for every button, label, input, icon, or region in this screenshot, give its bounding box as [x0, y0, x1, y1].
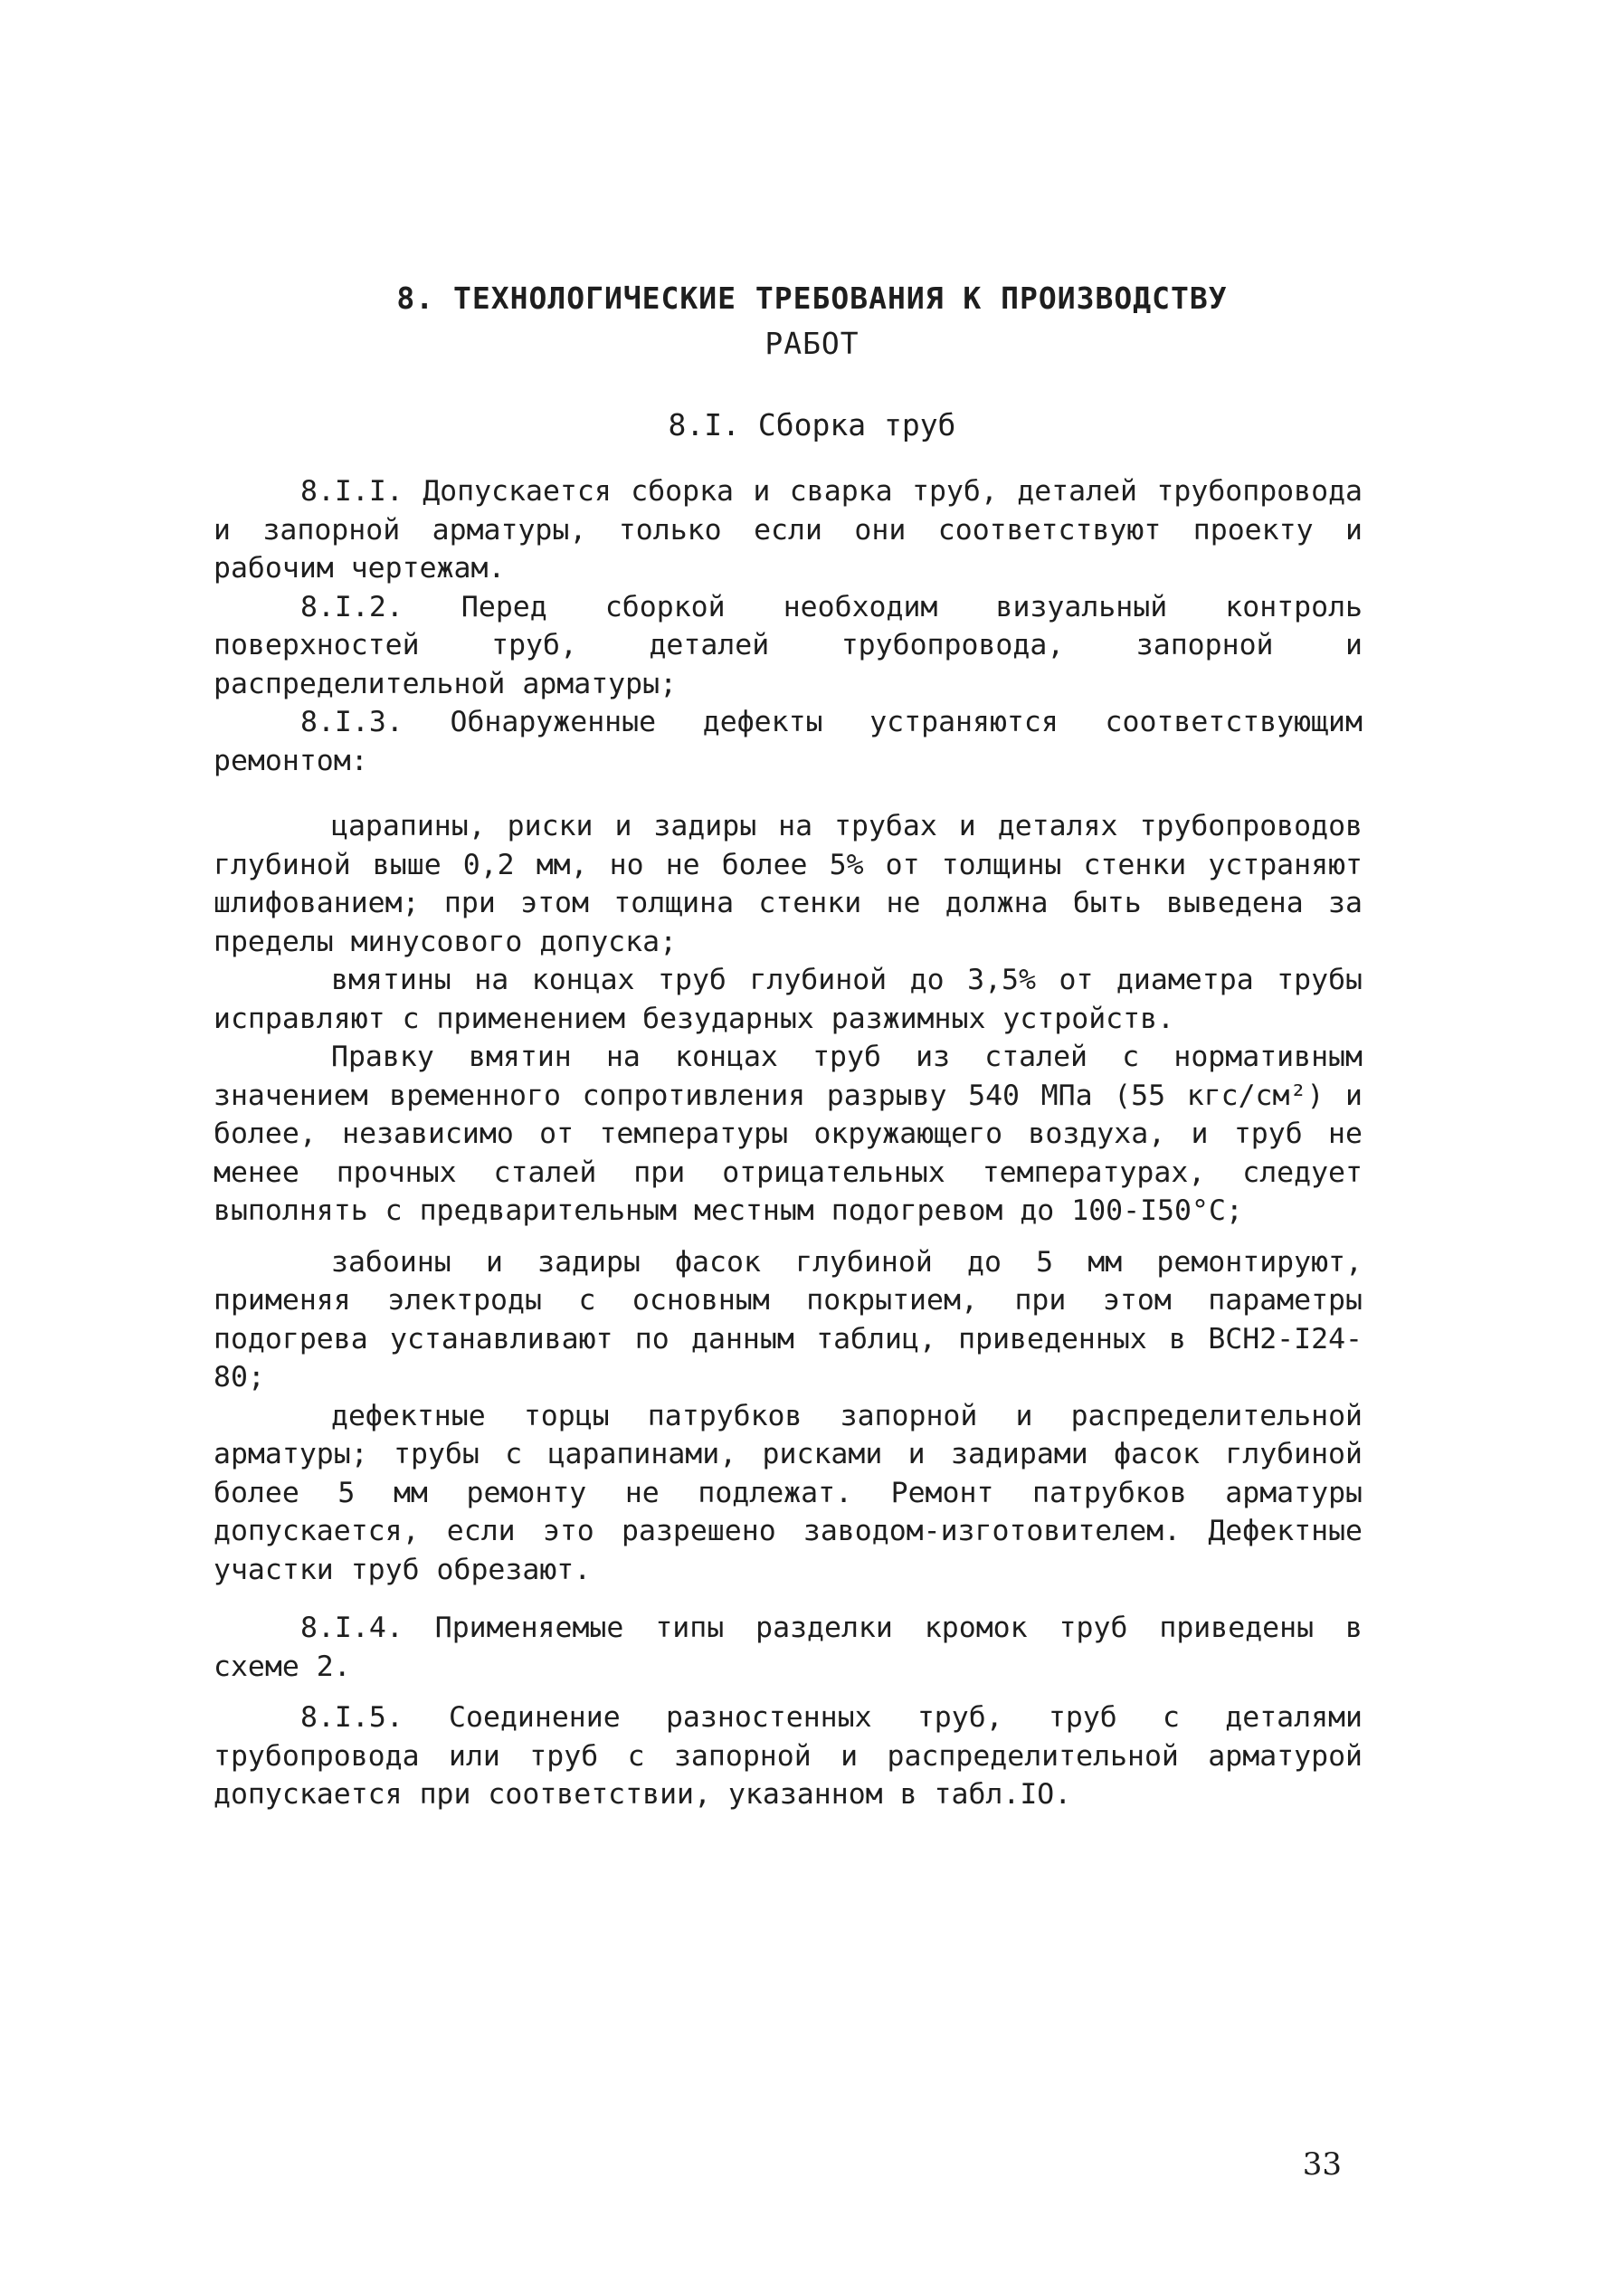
- defect-item-defective-ends: дефектные торцы патрубков запорной и распределительной арматуры; трубы с царапинами, рисками и задирами фасок глубиной более 5 мм ремонту не подлежат. Ремонт патрубков арматуры допускается, если это разрешено заводом-изготовителем. Дефектные участки труб обрезают.: [214, 1399, 1363, 1586]
- page-number: 33: [1302, 2146, 1342, 2183]
- defect-item-dents: вмятины на концах труб глубиной до 3,5% от диаметра трубы исправляют с применением безударных разжимных устройств.: [214, 964, 1363, 1035]
- section-title: 8.I. Сборка труб: [668, 407, 956, 442]
- paragraph-8-1-5: 8.I.5. Соединение разностенных труб, труб с деталями трубопровода или труб с запорной и распределительной арматурой допускается при соответствии, указанном в табл.IO.: [214, 1701, 1363, 1811]
- paragraph-8-1-4: 8.I.4. Применяемые типы разделки кромок труб приведены в схеме 2.: [214, 1612, 1363, 1683]
- paragraph-8-1-3: 8.I.3. Обнаруженные дефекты устраняются соответствующим ремонтом:: [214, 706, 1363, 777]
- defect-item-dent-straightening: Правку вмятин на концах труб из сталей с нормативным значением временного сопротивления разрыву 540 МПа (55 кгс/см²) и более, независимо от температуры окружающего воздуха, и труб не менее прочных сталей при отрицательных температурах, следует выполнять с предварительным местным подогревом до 100-I50°C;: [214, 1041, 1363, 1227]
- paragraph-8-1-2: 8.I.2. Перед сборкой необходим визуальный контроль поверхностей труб, деталей трубопровода, запорной и распределительной арматуры;: [214, 590, 1363, 700]
- chapter-heading: 8. ТЕХНОЛОГИЧЕСКИЕ ТРЕБОВАНИЯ К ПРОИЗВОДСТВУ: [396, 281, 1228, 316]
- defect-item-scratches: царапины, риски и задиры на трубах и деталях трубопроводов глубиной выше 0,2 мм, но не более 5% от толщины стенки устраняют шлифованием; при этом толщина стенки не должна быть выведена за пределы минусового допуска;: [214, 810, 1363, 958]
- document-body: [214, 472, 1363, 1814]
- paragraph-8-1-1: 8.I.I. Допускается сборка и сварка труб, деталей трубопровода и запорной арматуры, только если они соответствуют проекту и рабочим чертежам.: [214, 475, 1363, 585]
- defect-item-nicks: забоины и задиры фасок глубиной до 5 мм ремонтируют, применяя электроды с основным покрытием, при этом параметры подогрева устанавливают по данным таблиц, приведенных в ВСН2-I24-80;: [214, 1245, 1363, 1394]
- chapter-heading-continuation: РАБОТ: [765, 326, 859, 361]
